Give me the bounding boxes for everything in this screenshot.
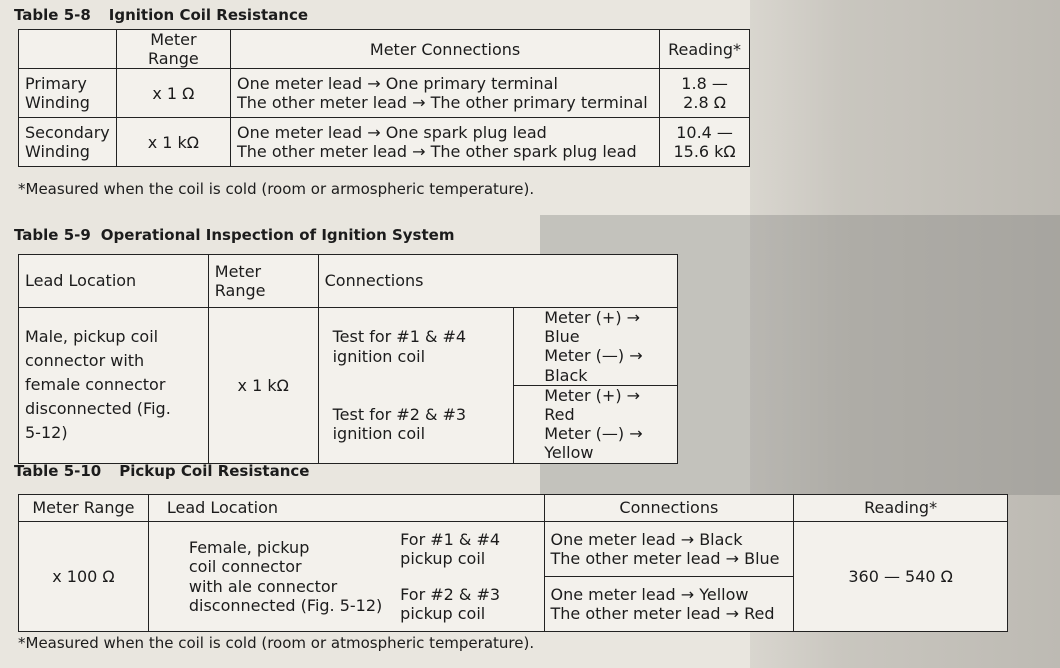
- meter-range-value: x 1 Ω: [116, 69, 230, 118]
- meter-lead-colors: Meter (+) → Blue Meter (—) → Black: [514, 308, 678, 386]
- connections-value: One meter lead → Yellow The other meter lead → Red: [544, 577, 794, 632]
- header-lead-location: Lead Location: [148, 495, 544, 522]
- pickup-coil-name: For #1 & #4 pickup coil: [394, 522, 544, 577]
- lead-location-value: Female, pickup coil connector with ale connector disconnected (Fig. 5-12): [148, 522, 394, 632]
- table-5-8-title: Ignition Coil Resistance: [108, 6, 309, 24]
- header-meter-range: Meter Range: [116, 30, 230, 69]
- table-5-9-caption: [14, 226, 454, 244]
- table-5-8-number: Table 5-8: [14, 6, 91, 24]
- table-row: [19, 308, 678, 386]
- header-reading: Reading*: [660, 30, 750, 69]
- reading-value: 360 — 540 Ω: [794, 522, 1008, 632]
- header-blank: [19, 30, 117, 69]
- test-name: Test for #1 & #4 ignition coil: [318, 308, 514, 386]
- reading-value: 10.4 — 15.6 kΩ: [660, 118, 750, 167]
- meter-connections-value: One meter lead → One primary terminal The other meter lead → The other primary terminal: [231, 69, 660, 118]
- table-header-row: [19, 495, 1008, 522]
- table-row: [19, 522, 1008, 577]
- table-row: [19, 118, 750, 167]
- header-reading: Reading*: [794, 495, 1008, 522]
- meter-range-value: x 1 kΩ: [116, 118, 230, 167]
- pickup-coil-resistance-table: [18, 494, 1008, 632]
- table-5-10-title: Pickup Coil Resistance: [119, 462, 310, 480]
- header-meter-range: Meter Range: [208, 255, 318, 308]
- winding-label: Primary Winding: [19, 69, 117, 118]
- table-5-9-number: Table 5-9: [14, 226, 91, 244]
- table-5-9-title: Operational Inspection of Ignition System: [100, 226, 455, 244]
- table-5-10-number: Table 5-10: [14, 462, 102, 480]
- connections-value: One meter lead → Black The other meter lead → Blue: [544, 522, 794, 577]
- reading-value: 1.8 — 2.8 Ω: [660, 69, 750, 118]
- operational-inspection-table: [18, 254, 678, 464]
- header-lead-location: Lead Location: [19, 255, 209, 308]
- test-name: Test for #2 & #3 ignition coil: [318, 385, 514, 463]
- pickup-coil-name: For #2 & #3 pickup coil: [394, 577, 544, 632]
- lead-location-value: Male, pickup coil connector with female connector disconnected (Fig. 5-12): [19, 308, 209, 464]
- meter-connections-value: One meter lead → One spark plug lead The other meter lead → The other spark plug lead: [231, 118, 660, 167]
- header-connections: Connections: [544, 495, 794, 522]
- meter-lead-colors: Meter (+) → Red Meter (—) → Yellow: [514, 385, 678, 463]
- table-5-10-caption: [14, 462, 309, 480]
- table-header-row: [19, 30, 750, 69]
- meter-range-value: x 100 Ω: [19, 522, 149, 632]
- header-meter-connections: Meter Connections: [231, 30, 660, 69]
- winding-label: Secondary Winding: [19, 118, 117, 167]
- table-5-8-caption: [14, 6, 308, 24]
- table-5-8-footnote: *Measured when the coil is cold (room or armospheric temperature).: [18, 180, 535, 198]
- header-meter-range: Meter Range: [19, 495, 149, 522]
- meter-range-value: x 1 kΩ: [208, 308, 318, 464]
- table-header-row: [19, 255, 678, 308]
- table-5-10-footnote: *Measured when the coil is cold (room or atmospheric temperature).: [18, 634, 535, 652]
- table-row: [19, 69, 750, 118]
- ignition-coil-resistance-table: [18, 29, 750, 167]
- header-connections: Connections: [318, 255, 677, 308]
